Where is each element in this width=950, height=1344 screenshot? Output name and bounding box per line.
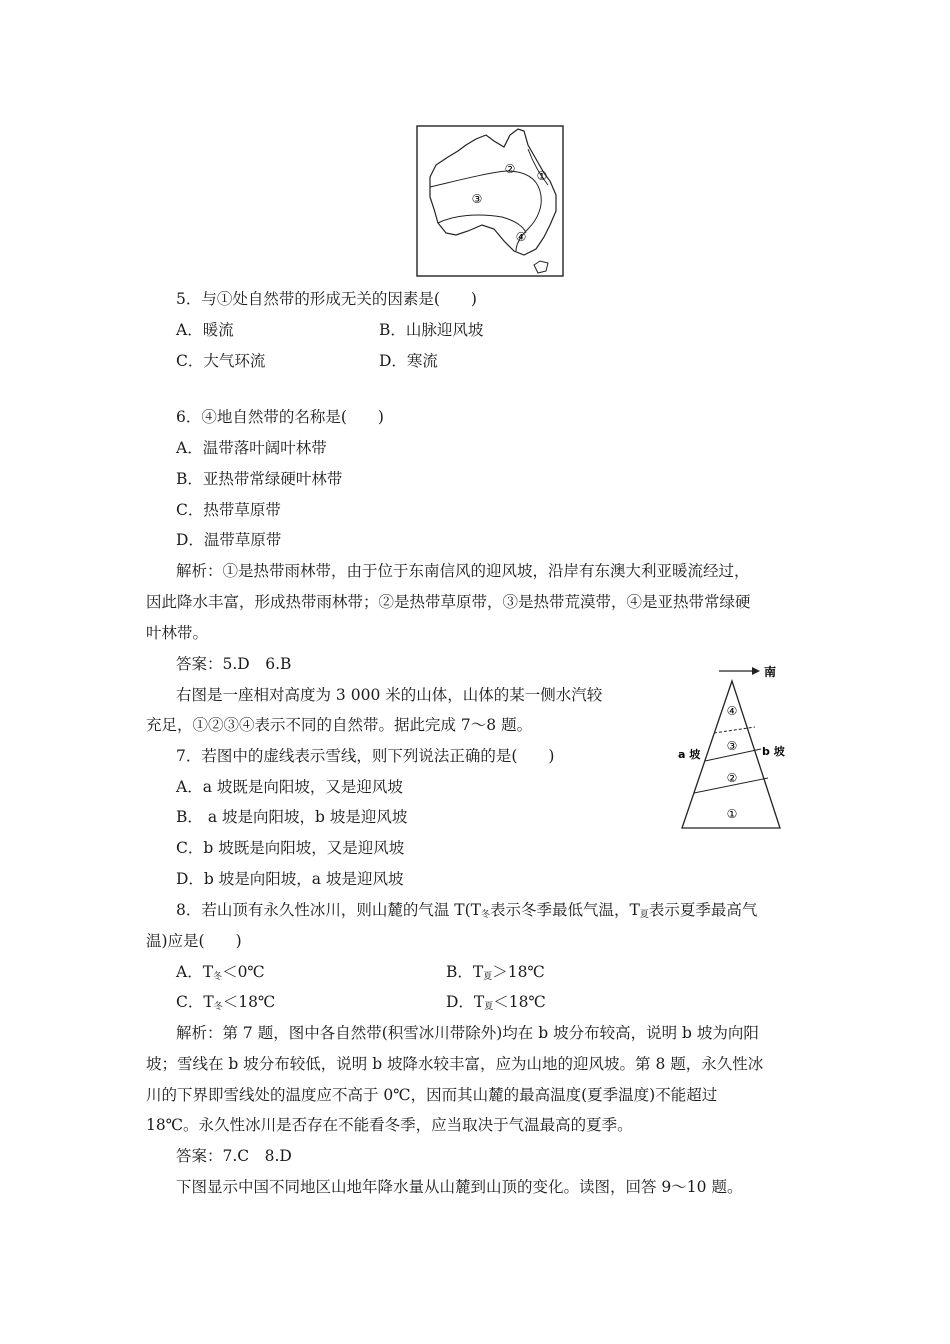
explanation-1-line: 因此降水丰富，形成热带雨林带；②是热带草原带，③是热带荒漠带，④是亚热带常绿硬 [146,593,751,611]
south-arrow-head [752,667,760,675]
map-label: ④ [515,230,527,244]
question-5-option-d: D．寒流 [379,352,438,370]
map-label: ② [504,162,516,176]
question-7-option-c: C．b 坡既是向阳坡，又是迎风坡 [176,839,405,857]
question-5-option-b: B．山脉迎风坡 [379,321,484,339]
map-label: ① [536,169,548,183]
zone-label: ② [726,771,738,785]
australia-outline [430,129,556,255]
slope-label-a: a 坡 [678,748,701,761]
question-8-option-a: A．$T_冬<0℃$ [176,963,265,982]
south-label: 南 [764,665,777,679]
slope-label-b: b 坡 [762,745,785,758]
zone-label: ③ [726,739,738,753]
australia-map [416,125,566,278]
answer-7-8: 答案：7.C 8.D [176,1147,292,1165]
intro-7-8-line: 右图是一座相对高度为 3 000 米的山体，山体的某一侧水汽较 [176,686,603,704]
explanation-1-line: 解析：①是热带雨林带，由于位于东南信风的迎风坡，沿岸有东澳大利亚暖流经过， [176,562,750,580]
map-label: ③ [471,192,483,206]
question-7-option-b: B． a 坡是向阳坡，b 坡是迎风坡 [176,808,408,826]
question-6-stem: 6．④地自然带的名称是( ) [176,408,384,426]
question-6-option-d: D．温带草原带 [176,531,282,549]
question-5-option-c: C．大气环流 [176,352,266,370]
question-8-option-b: B．$T_夏>18℃$ [446,963,545,982]
question-6-option-c: C．热带草原带 [176,501,281,519]
question-8-option-c: C．$T_冬<18℃$ [176,993,276,1012]
question-6-option-a: A．温带落叶阔叶林带 [176,439,327,457]
question-7-option-a: A．a 坡既是向阳坡，又是迎风坡 [176,778,403,796]
question-8-stem-cont: 温)应是( ) [146,932,242,950]
answer-5-6: 答案：5.D 6.B [176,655,292,673]
question-5-stem: 5．与①处自然带的形成无关的因素是( ) [176,290,477,308]
mountain-diagram [676,663,786,833]
question-6-option-b: B．亚热带常绿硬叶林带 [176,470,343,488]
question-8-stem: 8．若山顶有永久性冰川，则山麓的气温 $T(T_冬$表示冬季最低气温，$T_夏$表示夏季最高气 [176,901,758,920]
intro-7-8-line: 充足，①②③④表示不同的自然带。据此完成 7～8 题。 [146,716,533,734]
question-7-option-d: D．b 坡是向阳坡，a 坡是迎风坡 [176,870,404,888]
intro-9-10: 下图显示中国不同地区山地年降水量从山麓到山顶的变化。读图，回答 9～10 题。 [176,1178,743,1196]
zone-label: ① [726,807,738,821]
zone-boundary [438,215,526,233]
zone-label: ④ [726,704,738,718]
explanation-2-line: 川的下界即雪线处的温度应不高于 0℃，因而其山麓的最高温度(夏季温度)不能超过 [146,1086,718,1104]
tasmania [534,261,548,273]
explanation-2-line: 18℃。永久性冰川是否存在不能看冬季，应当取决于气温最高的夏季。 [146,1116,633,1134]
explanation-2-line: 解析：第 7 题，图中各自然带(积雪冰川带除外)均在 b 坡分布较高，说明 b 坡为向阳 [176,1024,759,1042]
question-7-stem: 7．若图中的虚线表示雪线，则下列说法正确的是( ) [176,747,555,765]
question-8-option-d: D．$T_夏<18℃$ [446,993,546,1012]
explanation-1-line: 叶林带。 [146,624,209,642]
explanation-2-line: 坡；雪线在 b 坡分布较低，说明 b 坡降水较丰富，应为山地的迎风坡。第 8 题，永久性冰 [146,1055,764,1073]
question-5-option-a: A．暖流 [176,321,234,339]
